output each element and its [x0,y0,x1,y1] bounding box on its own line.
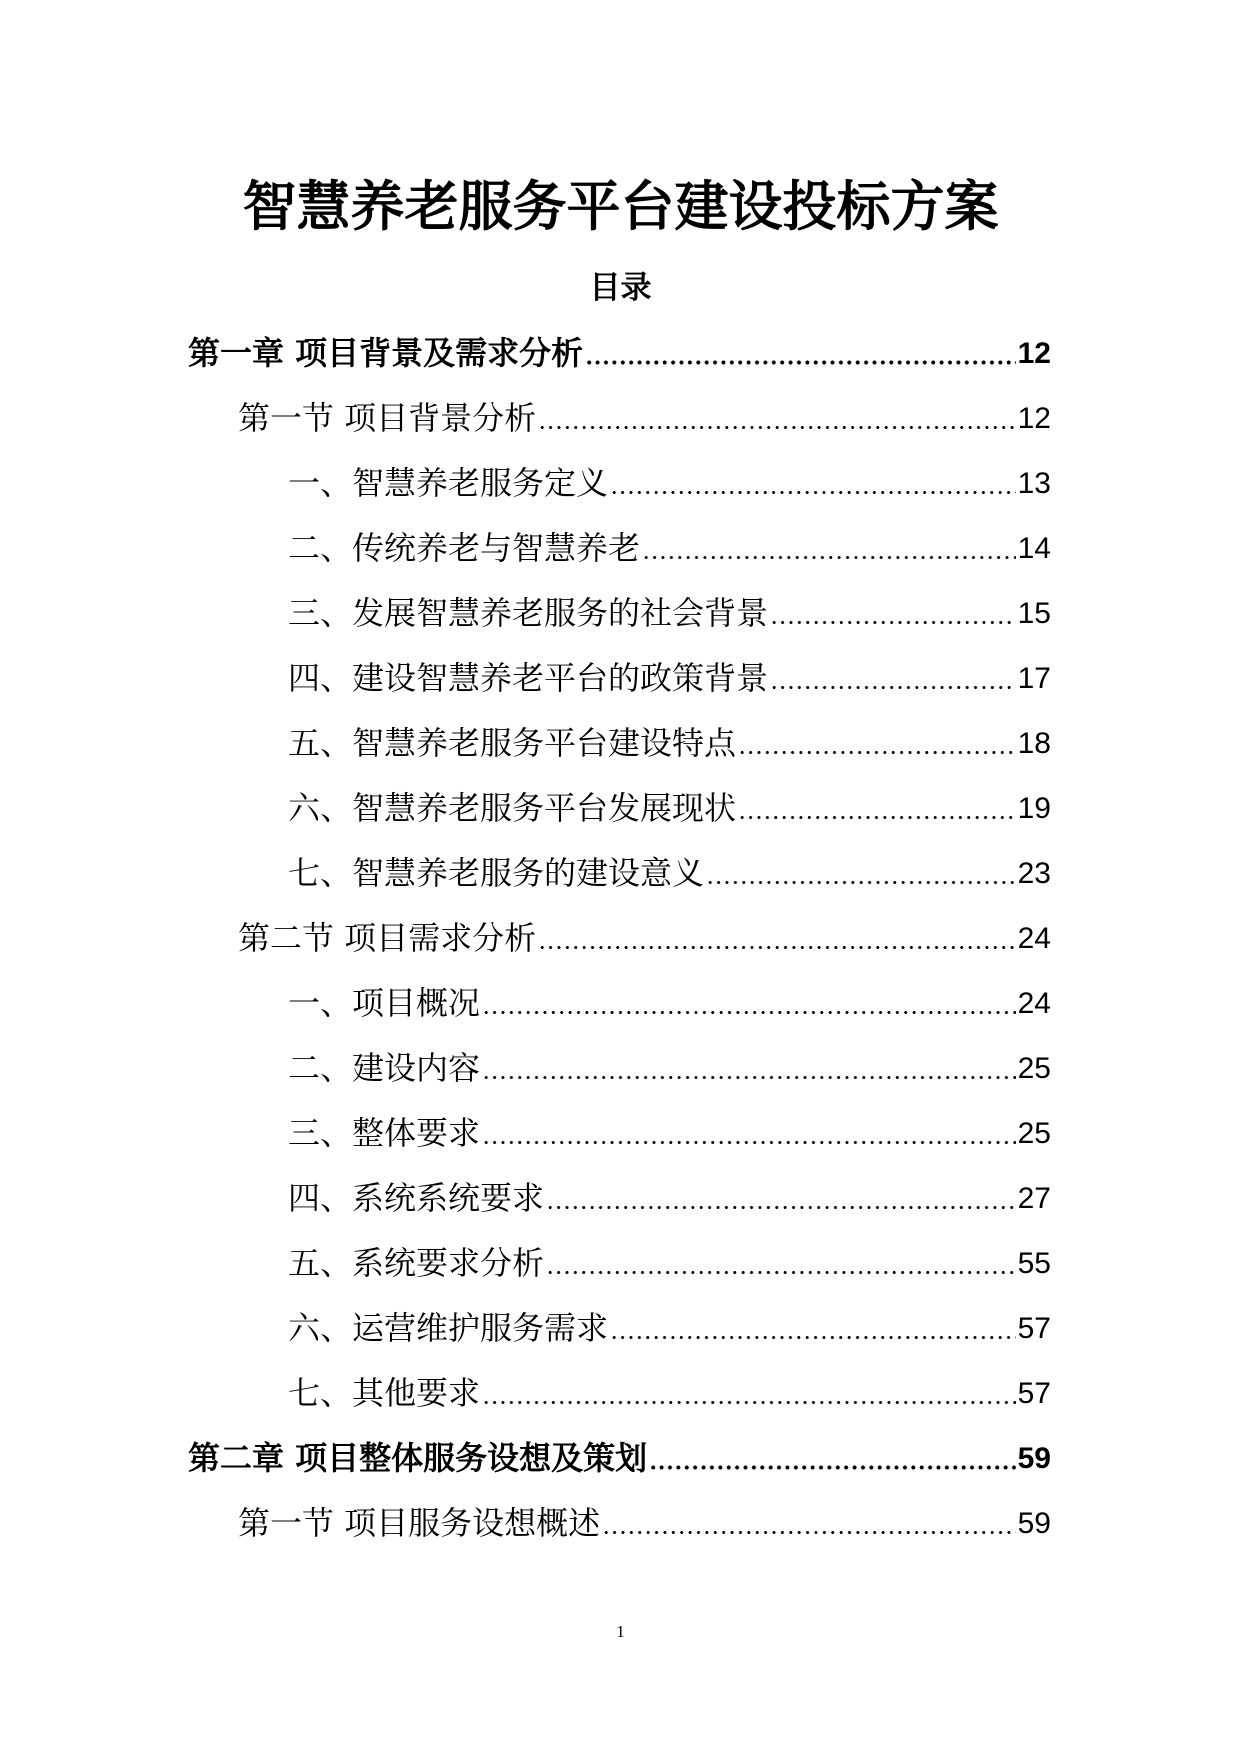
toc-entry-title: 四、建设智慧养老平台的政策背景 [288,659,769,697]
toc-entry-page: 25 [1017,1052,1051,1085]
toc-entry-item[interactable] [288,776,1051,841]
toc-entry-item[interactable] [288,1231,1051,1296]
toc-entry-item[interactable] [288,646,1051,711]
toc-entry-title: 五、系统要求分析 [288,1244,545,1282]
toc-entry-page: 12 [1017,337,1051,370]
toc-entry-title: 三、发展智慧养老服务的社会背景 [288,594,769,632]
dot-leader [482,1361,1016,1426]
toc-entry-page: 57 [1017,1377,1051,1410]
toc-entry-page: 23 [1017,857,1051,890]
toc-entry-section[interactable] [238,1491,1051,1556]
toc-entry-item[interactable] [288,516,1051,581]
toc-entry-item[interactable] [288,1296,1051,1361]
dot-leader [642,516,1016,581]
dot-leader [610,451,1016,516]
toc-entry-item[interactable] [288,841,1051,906]
dot-leader [770,581,1016,646]
toc-entry-title: 一、智慧养老服务定义 [288,464,609,502]
toc-entry-page: 57 [1017,1312,1051,1345]
toc-entry-title: 四、系统系统要求 [288,1179,545,1217]
toc-entry-page: 55 [1017,1247,1051,1280]
toc-entry-page: 59 [1017,1507,1051,1540]
dot-leader [482,1101,1016,1166]
toc-entry-chapter[interactable] [188,321,1051,386]
toc-entry-item[interactable] [288,451,1051,516]
toc-entry-title: 第一章 项目背景及需求分析 [188,334,584,372]
dot-leader [649,1426,1015,1491]
dot-leader [602,1491,1015,1556]
toc-entry-title: 六、运营维护服务需求 [288,1309,609,1347]
toc-entry-chapter[interactable] [188,1426,1051,1491]
toc-entry-page: 19 [1017,792,1051,825]
toc-entry-item[interactable] [288,971,1051,1036]
document-title: 智慧养老服务平台建设投标方案 [242,175,999,238]
dot-leader [706,841,1016,906]
toc-entry-page: 13 [1017,467,1051,500]
toc-entry-title: 第二章 项目整体服务设想及策划 [188,1439,648,1477]
toc-entry-title: 三、整体要求 [288,1114,481,1152]
dot-leader [770,646,1016,711]
dot-leader [610,1296,1016,1361]
toc-entry-title: 七、智慧养老服务的建设意义 [288,854,705,892]
dot-leader [738,711,1016,776]
toc-entry-title: 二、建设内容 [288,1049,481,1087]
toc-entry-page: 12 [1017,402,1051,435]
toc-entry-item[interactable] [288,581,1051,646]
dot-leader [738,776,1016,841]
toc-entry-page: 15 [1017,597,1051,630]
toc-entry-page: 14 [1017,532,1051,565]
toc-entry-section[interactable] [238,906,1051,971]
toc-entry-item[interactable] [288,1361,1051,1426]
toc-entry-title: 五、智慧养老服务平台建设特点 [288,724,737,762]
toc-entry-page: 25 [1017,1117,1051,1150]
toc-entry-page: 24 [1017,987,1051,1020]
toc-entry-title: 六、智慧养老服务平台发展现状 [288,789,737,827]
dot-leader [585,321,1015,386]
table-of-contents [0,321,1241,1556]
toc-heading: 目录 [589,270,652,306]
toc-entry-title: 第一节 项目服务设想概述 [238,1504,601,1542]
toc-entry-page: 24 [1017,922,1051,955]
toc-entry-item[interactable] [288,1166,1051,1231]
toc-entry-page: 17 [1017,662,1051,695]
dot-leader [538,386,1015,451]
toc-entry-item[interactable] [288,1101,1051,1166]
toc-entry-section[interactable] [238,386,1051,451]
toc-entry-page: 18 [1017,727,1051,760]
toc-entry-page: 59 [1017,1442,1051,1475]
toc-entry-item[interactable] [288,1036,1051,1101]
toc-entry-title: 一、项目概况 [288,984,481,1022]
page-number: 1 [616,1622,625,1641]
dot-leader [546,1166,1016,1231]
toc-entry-title: 第二节 项目需求分析 [238,919,537,957]
dot-leader [538,906,1015,971]
dot-leader [546,1231,1016,1296]
toc-entry-title: 二、传统养老与智慧养老 [288,529,641,567]
toc-entry-title: 第一节 项目背景分析 [238,399,537,437]
dot-leader [482,971,1016,1036]
toc-entry-page: 27 [1017,1182,1051,1215]
toc-entry-title: 七、其他要求 [288,1374,481,1412]
toc-entry-item[interactable] [288,711,1051,776]
dot-leader [482,1036,1016,1101]
